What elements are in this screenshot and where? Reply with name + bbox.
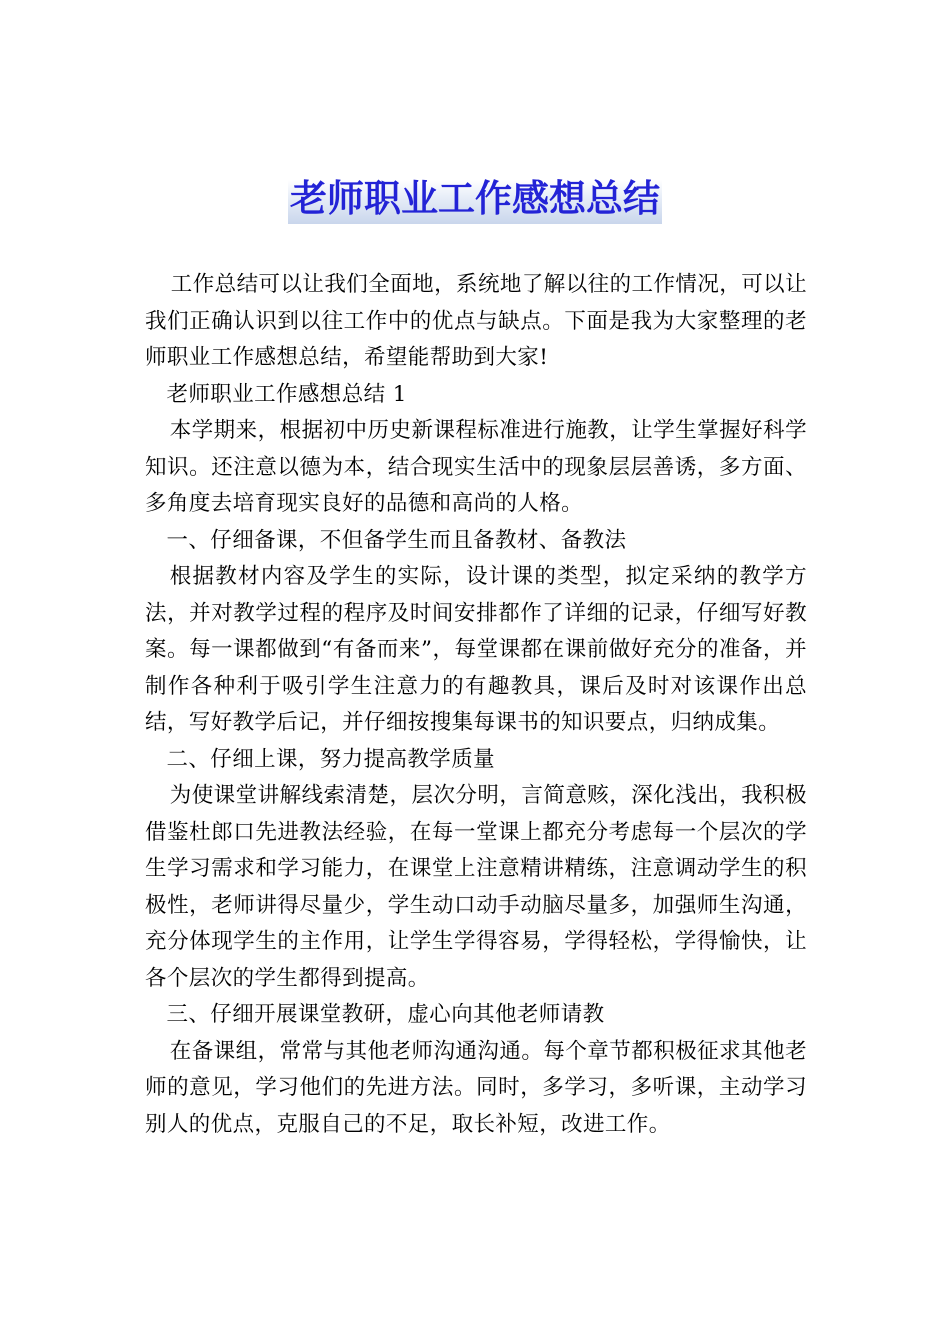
body-paragraph: 为使课堂讲解线索清楚，层次分明，言简意赅，深化浅出，我积极借鉴杜郎口先进教法经验，在每一堂课上都充分考虑每一个层次的学生学习需求和学习能力，在课堂上注意精讲精练，注意调动学生的积极性，老师讲得尽量少，学生动口动手动脑尽量多，加强师生沟通，充分体现学生的主作用，让学生学得容易，学得轻松，学得愉快，让各个层次的学生都得到提高。 — [145, 783, 807, 991]
document-title: 老师职业工作感想总结 — [288, 174, 662, 224]
body-paragraph: 根据教材内容及学生的实际，设计课的类型，拟定采纳的教学方法，并对教学过程的程序及时间安排都作了详细的记录，仔细写好教案。每一课都做到“有备而来”，每堂课都在课前做好充分的准备，并制作各种利于吸引学生注意力的有趣教具，课后及时对该课作出总结，写好教学后记，并仔细按搜集每课书的知识要点，归纳成集。 — [145, 564, 807, 735]
section-heading: 三、仔细开展课堂教研，虚心向其他老师请教 — [166, 1002, 605, 1027]
section-heading: 老师职业工作感想总结 1 — [166, 381, 407, 407]
section-heading: 二、仔细上课，努力提高教学质量 — [166, 746, 496, 772]
body-paragraph: 本学期来，根据初中历史新课程标准进行施教，让学生掌握好科学知识。还注意以德为本，结合现实生活中的现象层层善诱，多方面、多角度去培育现实良好的品德和高尚的人格。 — [145, 418, 807, 516]
intro-paragraph: 工作总结可以让我们全面地，系统地了解以往的工作情况，可以让我们正确认识到以往工作中的优点与缺点。下面是我为大家整理的老师职业工作感想总结，希望能帮助到大家! — [145, 272, 807, 370]
document-body — [145, 267, 807, 1143]
title-container — [0, 174, 950, 224]
body-paragraph: 在备课组，常常与其他老师沟通沟通。每个章节都积极征求其他老师的意见，学习他们的先进方法。同时，多学习，多听课，主动学习别人的优点，克服自己的不足，取长补短，改进工作。 — [145, 1038, 807, 1137]
section-heading: 一、仔细备课，不但备学生而且备教材、备教法 — [166, 527, 627, 553]
